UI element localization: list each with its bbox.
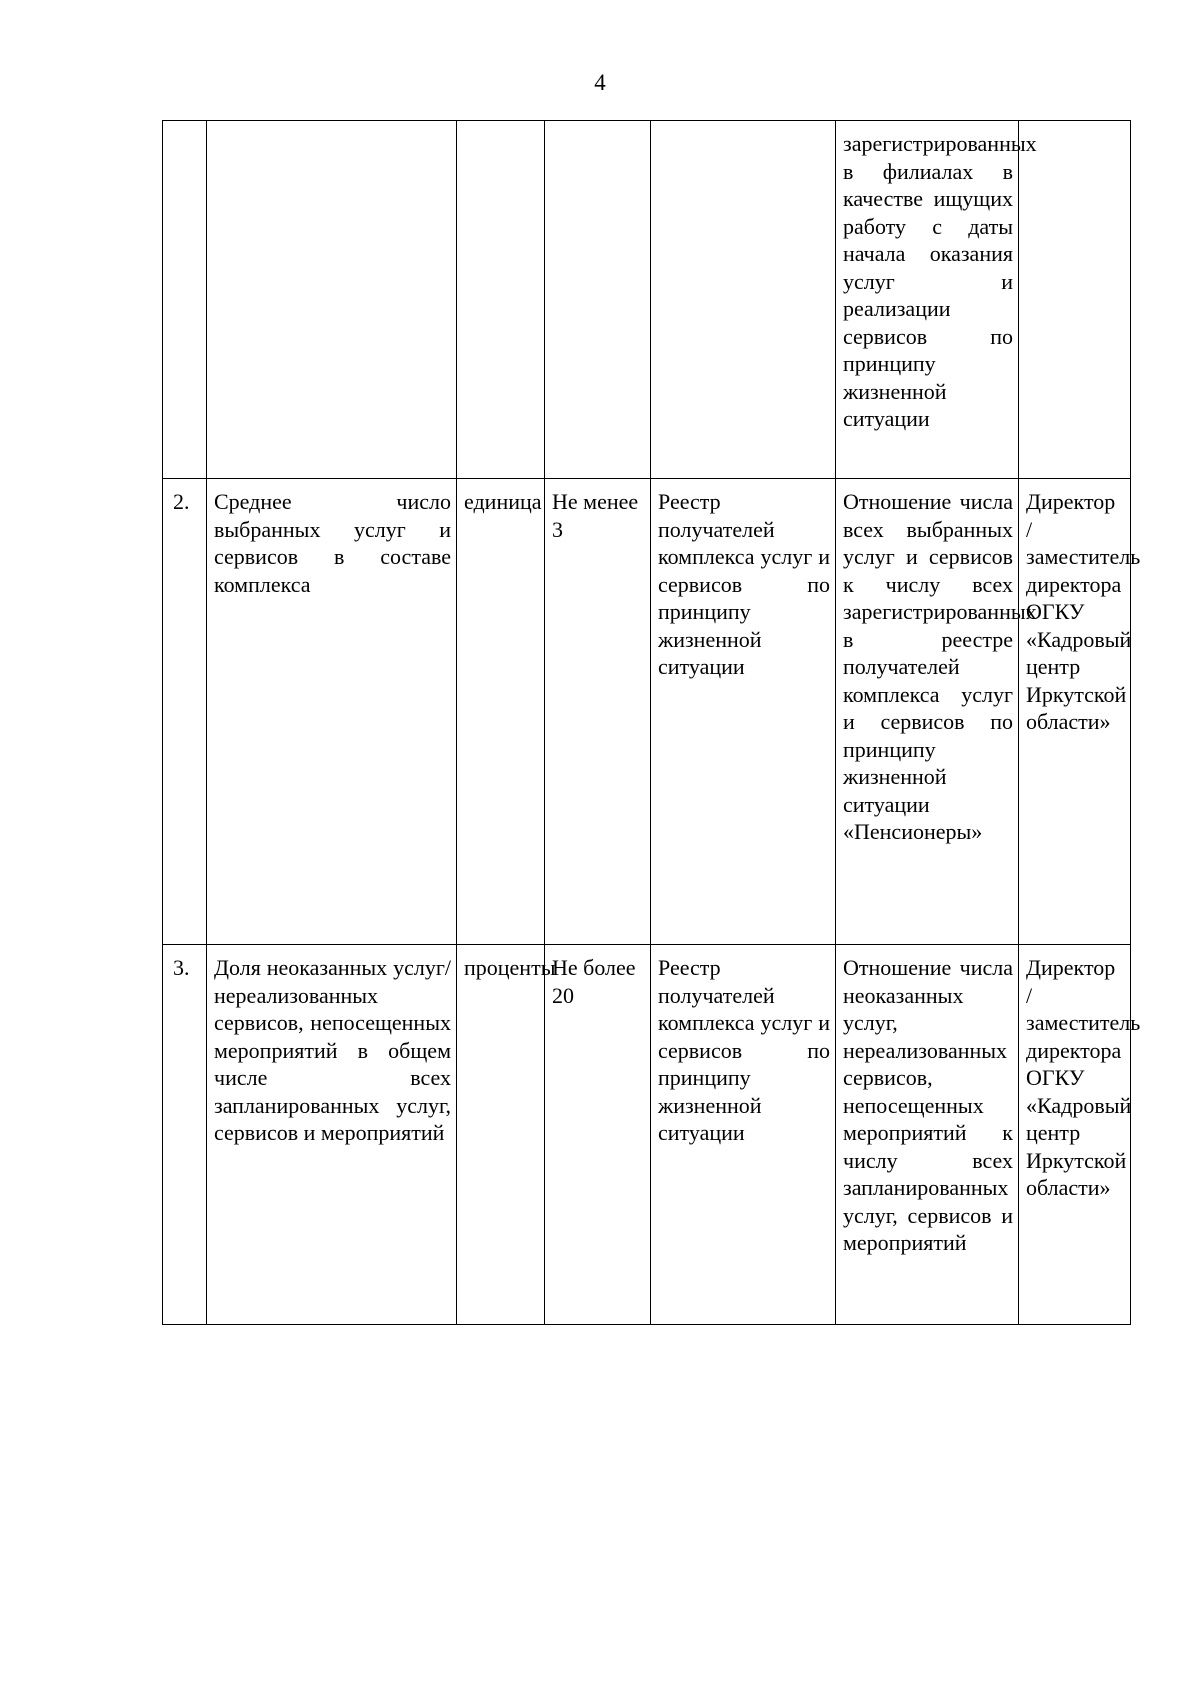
calculation-method-text: Отношение числа неоказанных услуг, нереализованных сервисов, непосещенных мероприятий к числу всех запланированных услуг, сервисов и мероприятий — [843, 955, 1013, 1255]
calculation-method-cell — [836, 479, 1037, 945]
row-number-text: 3. — [173, 955, 190, 980]
indicator-name-cell — [207, 945, 457, 1325]
calculation-method-text: Отношение числа всех выбранных услуг и сервисов к числу всех зарегистрированных в реестре получателей комплекса услуг и сервисов по принципу жизненной ситуации «Пенсионеры» — [843, 489, 1037, 844]
target-value-text: Не более 20 — [552, 955, 636, 1008]
responsible-person-text: Директор / заместитель директора ОГКУ «Кадровый центр Иркутской области» — [1026, 955, 1141, 1200]
unit-text: единица — [464, 489, 542, 514]
indicator-name-cell — [207, 121, 457, 479]
unit-text: проценты — [464, 955, 556, 980]
responsible-person-cell — [1019, 479, 1141, 945]
responsible-person-cell — [1019, 121, 1131, 479]
indicator-name-text: Доля неоказанных услуг/ нереализованных сервисов, непосещенных мероприятий в общем числе всех запланированных услуг, сервисов и мероприятий — [214, 955, 451, 1145]
unit-cell — [457, 121, 545, 479]
target-value-text: Не менее 3 — [552, 489, 639, 542]
data-source-cell — [651, 945, 836, 1325]
calculation-method-text: зарегистрированных в филиалах в качестве ищущих работу с даты начала оказания услуг и реализации сервисов по принципу жизненной ситуации — [843, 131, 1037, 431]
indicators-table-body — [163, 121, 1141, 1325]
indicators-table — [162, 120, 1141, 1325]
row-number-text: 2. — [173, 489, 190, 514]
data-source-text: Реестр получателей комплекса услуг и сервисов по принципу жизненной ситуации — [658, 489, 830, 679]
row-number-cell — [163, 479, 207, 945]
indicator-name-text: Среднее число выбранных услуг и сервисов в составе комплекса — [214, 489, 451, 597]
row-number-cell — [163, 945, 207, 1325]
target-value-cell — [545, 121, 651, 479]
data-source-cell — [651, 121, 836, 479]
target-value-cell — [545, 945, 651, 1325]
calculation-method-cell — [836, 121, 1037, 479]
unit-cell — [457, 479, 545, 945]
table-row — [163, 479, 1131, 945]
row-number-cell — [163, 121, 207, 479]
target-value-cell — [545, 479, 651, 945]
table-row — [163, 945, 1131, 1325]
unit-cell — [457, 945, 556, 1325]
table-row — [163, 121, 1131, 479]
indicator-name-cell — [207, 479, 457, 945]
page-number: 4 — [594, 70, 606, 95]
data-source-text: Реестр получателей комплекса услуг и сервисов по принципу жизненной ситуации — [658, 955, 830, 1145]
responsible-person-cell — [1019, 945, 1141, 1325]
responsible-person-text: Директор / заместитель директора ОГКУ «Кадровый центр Иркутской области» — [1026, 489, 1141, 734]
data-source-cell — [651, 479, 836, 945]
calculation-method-cell — [836, 945, 1019, 1325]
